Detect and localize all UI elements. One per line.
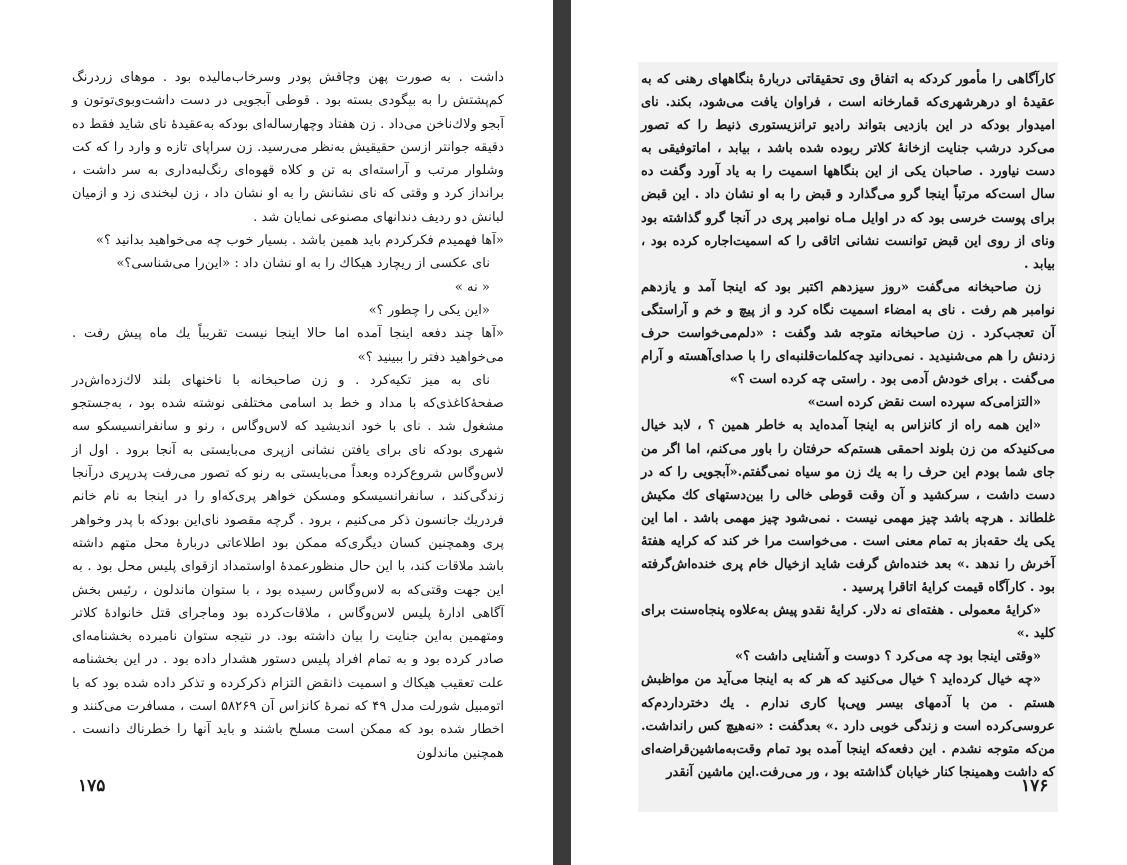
left-paragraph-2: «آها فهمیدم فکرکردم باید همین باشد . بسیار خوب چه می‌خواهید بدانید ؟» <box>95 233 504 249</box>
right-paragraph-6: «وقتی اینجا بود چه می‌کرد ؟ دوست و آشنایی داشت ؟» <box>734 649 1041 665</box>
left-page-number: ۱۷۵ <box>78 776 106 796</box>
right-paragraph-2: زن صاحبخانه می‌گفت «روز سیزدهم اکتبر بود که اینجا آمد و یازدهم نوامبر هم رفت . نای به امضاء اسمیت نگاه کرد و از پیچ و خم و آراستگی آن تعجب‌کرد . زن صاحبخانه متوجه شد وگفت : «دلم‌می‌خواست حرف زدنش را هم می‌شنیدید . نمی‌دانید چه‌کلمات‌قلنبه‌ای را با صدای‌آهسته و آرام می‌گفت . برای خودش آدمی بود . راستی چه کرده است ؟» <box>641 279 1055 388</box>
right-page <box>571 0 1127 865</box>
right-paragraph-1: کارآگاهی را مأمور کردکه به اتفاق وی تحقیقاتی دربارهٔ بنگاههای رهنی که به عقیدهٔ او درهرشهری‌که قمارخانه است ، فراوان یافت می‌شود، بکند. نای امیدوار بودکه در این بازدیی بتواند رادیو ترانزیستوری ذنیط را که تصور می‌کرد درشب جنایت ازخانهٔ کلاتر ربوده شده باشد ، بیابد ، اماتوفیقی به دست نیاورد . صاحبان یکی از این بنگاهها اسمیت را به یاد آورد وگفت ده سال است‌که مرتباً اینجا گرو می‌گذارد و قبض را به او نشان داد . این قبض برای پوست خرسی بود که در اوایل مـاه نوامبر پری در آنجا گرو گذاشته بود ونای از روی این قبض توانست نشانی اتاقی را که اسمیت‌اجاره کرده بود ، بیابد . <box>641 72 1055 272</box>
right-page-number: ۱۷۶ <box>1021 776 1049 796</box>
right-paragraph-5: «کرایهٔ معمولی . هفته‌ای نه دلار. کرایهٔ نقدو پیش به‌علاوه پنجاه‌سنت برای کلید .» <box>641 603 1055 642</box>
book-gutter <box>553 0 571 865</box>
right-paragraph-4: «این همه راه از کانزاس به اینجا آمده‌اید به خاطر همین ؟ ، لابد خیال می‌کنیدکه من زن بلوند احمقی هستم‌که حرفتان را باور می‌کنم، اما اگر من جای شما بودم این حرف را به یك زن مو سیاه نمی‌گفتم.«آبجویی را که در دست داشت ، سرکشید و آن وقت قوطی خالی را بین‌دستهای کك مکیش غلطاند . هرچه باشد چیز مهمی نیست . نمی‌شود چیز مهمی باشد . اما این یکی یك حقه‌باز به تمام معنی است . می‌خواست مرا خر کند که کرایه هفتهٔ آخرش را ندهد .» بعد خنده‌اش گرفت شاید ازخیال خام پری خنده‌اش‌گرفته بود . کارآگاه قیمت کرایهٔ اتاقرا پرسید . <box>641 418 1055 596</box>
left-page-text <box>72 66 504 765</box>
left-paragraph-3: نای عکسی از ریچارد هیکاك را به او نشان داد : «این‌را می‌شناسی؟» <box>116 256 490 272</box>
left-paragraph-5: «این یکی را چطور ؟» <box>368 302 490 318</box>
right-page-text <box>641 68 1055 784</box>
left-page <box>0 0 553 865</box>
right-paragraph-3: «التزامی‌که سپرده است نقض کرده است» <box>807 395 1041 411</box>
left-paragraph-1: داشت . به صورت پهن وچاقش پودر وسرخاب‌مالیده بود . موهای زردرنگ کم‌پشتش را به بیگودی بسته بود . قوطی آبجویی در دست داشت‌وبوی‌توتون و آبجو ولاك‌ناخن می‌داد . زن هفتاد وچهارساله‌ای بودکه به‌عقیدهٔ نای شاید فقط ده دقیقه جوانتر ازسن حقیقیش به‌نظر می‌رسید. زن سراپای تازه و وارد را که کت وشلوار مرتب و آراسته‌ای به تن و کلاه قهوه‌ای رنگ‌لبه‌داری به سر داشت ، برانداز کرد و وقتی که نای نشانش را به او نشان داد ، زن لبخندی زد و ازمیان لبانش دو ردیف دندانهای مصنوعی نمایان شد . <box>72 70 504 225</box>
left-paragraph-6: «آها چند دفعه اینجا آمده اما حالا اینجا نیست تقریباً یك ماه پیش رفت . می‌خواهید دفتر را ببینید ؟» <box>72 326 504 365</box>
left-paragraph-4: « نه » <box>454 279 490 295</box>
left-paragraph-7: نای به میز تکیه‌کرد . و زن صاحبخانه با ناخنهای بلند لاك‌زده‌اش‌در صفحهٔ‌کاغذی‌که با مداد و خط بد اسامی مختلفی نوشته شده بود ، به‌جستجو مشغول شد . نای با خود اندیشید که لاس‌وگاس ، رنو و سانفرانسیسکو سه شهری بودکه نای برای یافتن نشانی ازپری می‌بایستی به آنجا برود . اول از لاس‌وگاس شروع‌کرده وبعداً می‌بایستی به رنو که تصور می‌رفت پدرپری درآنجا زندگی‌کند ، سانفرانسیسکو ومسکن خواهر پری‌که‌او را در اینجا به نام خانم فردریك جانسون ذکر می‌کنیم ، برود . گرچه مقصود نای‌این بودکه با پدر وخواهر پری وهمچنین کسان دیگری‌که ممکن بود اطلاعاتی دربارهٔ محل متهم داشته باشد ملاقات کند، با این حال منظورعمدهٔ اواستمداد ازقوای پلیس محل بود . به این جهت وقتی‌که به لاس‌وگاس رسیده بود ، با ستوان ماندلون ، رئیس بخش آگاهی ادارهٔ پلیس لاس‌وگاس ، ملاقات‌کرده بود وماجرای قتل خانوادهٔ کلاتر ومتهمین به‌این جنایت را بیان داشته بود. در نتیجه ستوان نامبرده بخشنامه‌ای صادر کرده بود و به تمام افراد پلیس دستور هشدار داده بود . در این بخشنامه علت تعقیب هیکاك و اسمیت ذانقض التزام ذکرکرده و تذکر داده شده بود که با اتومبیل شورلت مدل ۴۹ که نمرهٔ کانزاس آن ۵۸۲۶۹ است ، مسافرت می‌کنند و اخطار شده بود که ممکن است مسلح باشند و باید آنها را خطرناك دانست . همچنین ماندلون <box>72 372 504 761</box>
right-paragraph-7: «چه خیال کرده‌اید ؟ خیال می‌کنید که هر که به اینجا می‌آید من مواظبش هستم . من با آدمهای بیسر وپی‌پا کاری ندارم . یك دخترداردم‌که عروسی‌کرده است و زندگی خوبی دارد .» بعدگفت : «نه‌هیچ کس را‌نداشت. من‌که متوجه نشدم . این دفعه‌که اینجا آمده بود تمام وقت‌به‌ماشین‌قراضه‌ای که داشت وهمینجا کنار خیابان گذاشته بود ، ور می‌رفت.این ماشین آنقدر <box>641 672 1055 780</box>
